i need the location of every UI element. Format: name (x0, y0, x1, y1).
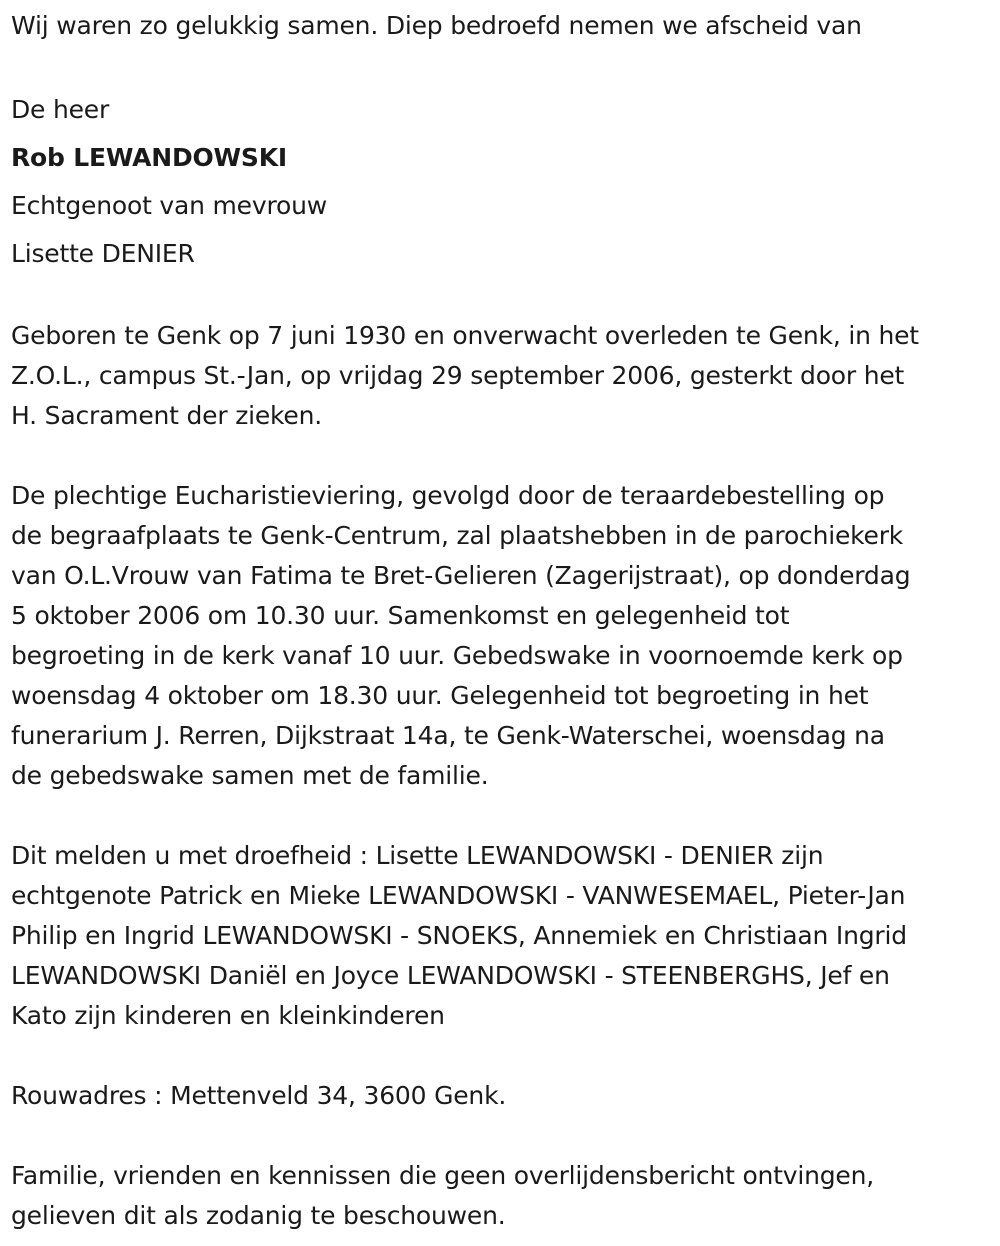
spacer (11, 796, 996, 836)
family-paragraph (11, 836, 996, 1036)
spacer (11, 1036, 996, 1076)
intro-text: Wij waren zo gelukkig samen. Diep bedroefd nemen we afscheid van (11, 11, 862, 40)
paragraph-line: Philip en Ingrid LEWANDOWSKI - SNOEKS, Annemiek en Christiaan Ingrid (11, 921, 907, 950)
paragraph-line: de begraafplaats te Genk-Centrum, zal plaatshebben in de parochiekerk (11, 521, 904, 550)
spouse-relation: Echtgenoot van mevrouw (11, 191, 327, 220)
paragraph-line: begroeting in de kerk vanaf 10 uur. Gebedswake in voornoemde kerk op (11, 641, 903, 670)
paragraph-line: funerarium J. Rerren, Dijkstraat 14a, te Genk-Waterschei, woensdag na (11, 721, 885, 750)
paragraph-line: Dit melden u met droefheid : Lisette LEWANDOWSKI - DENIER zijn (11, 841, 824, 870)
paragraph-line: Z.O.L., campus St.-Jan, op vrijdag 29 september 2006, gesterkt door het (11, 361, 905, 390)
paragraph-line: Familie, vrienden en kennissen die geen overlijdensbericht ontvingen, (11, 1161, 875, 1190)
address-line: Rouwadres : Mettenveld 34, 3600 Genk. (11, 1081, 507, 1110)
paragraph-line: van O.L.Vrouw van Fatima te Bret-Gelieren (Zagerijstraat), op donderdag (11, 561, 911, 590)
paragraph-line: H. Sacrament der zieken. (11, 401, 322, 430)
salutation: De heer (11, 95, 110, 124)
paragraph-line: de gebedswake samen met de familie. (11, 761, 489, 790)
closing-paragraph (11, 1156, 996, 1236)
paragraph-line: echtgenote Patrick en Mieke LEWANDOWSKI - VANWESEMAEL, Pieter-Jan (11, 881, 906, 910)
paragraph-line: Kato zijn kinderen en kleinkinderen (11, 1001, 445, 1030)
obituary-document (11, 6, 996, 1236)
spacer (11, 278, 996, 316)
spouse-name: Lisette DENIER (11, 239, 195, 268)
paragraph-line: woensdag 4 oktober om 18.30 uur. Gelegenheid tot begroeting in het (11, 681, 869, 710)
ceremony-paragraph (11, 476, 996, 796)
spacer (11, 436, 996, 476)
paragraph-line: gelieven dit als zodanig te beschouwen. (11, 1201, 506, 1230)
paragraph-line: 5 oktober 2006 om 10.30 uur. Samenkomst en gelegenheid tot (11, 601, 790, 630)
spacer (11, 46, 996, 86)
paragraph-line: De plechtige Eucharistieviering, gevolgd door de teraardebestelling op (11, 481, 885, 510)
paragraph-line: Geboren te Genk op 7 juni 1930 en onverwacht overleden te Genk, in het (11, 321, 919, 350)
paragraph-line: LEWANDOWSKI Daniël en Joyce LEWANDOWSKI - STEENBERGHS, Jef en (11, 961, 890, 990)
deceased-block (11, 86, 996, 278)
deceased-name: Rob LEWANDOWSKI (11, 143, 288, 172)
birth-death-paragraph (11, 316, 996, 436)
spacer (11, 1116, 996, 1156)
